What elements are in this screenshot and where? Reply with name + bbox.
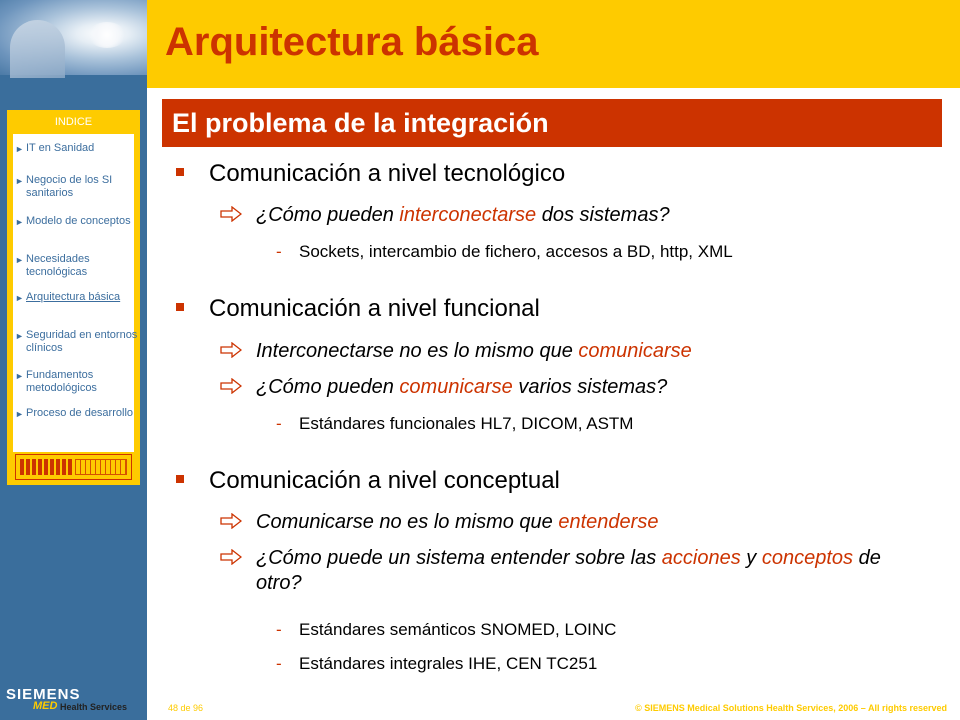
title-bar <box>147 0 960 88</box>
square-bullet-icon <box>176 303 184 311</box>
triangle-right-icon: ► <box>15 217 24 227</box>
index-item-fundamentos[interactable] <box>15 369 146 395</box>
hollow-arrow-icon <box>220 378 242 394</box>
progress-fill <box>20 459 74 475</box>
progress-bar <box>15 454 132 480</box>
hollow-arrow-icon <box>220 513 242 529</box>
index-item-necesidades[interactable] <box>15 253 146 279</box>
bullet-text: Sockets, intercambio de fichero, accesos a BD, http, XML <box>299 242 733 261</box>
index-item-label: Arquitectura básica <box>26 291 121 303</box>
page-number: 48 de 96 <box>168 703 204 713</box>
bullet-text: ¿Cómo puede un sistema entender sobre las acciones y conceptos de otro? <box>256 547 881 594</box>
dash-bullet: - <box>276 654 282 673</box>
bullet-text: ¿Cómo pueden interconectarse dos sistemas? <box>256 204 670 226</box>
dash-bullet: - <box>276 620 282 639</box>
triangle-right-icon: ► <box>15 293 24 303</box>
bullet-text: Comunicación a nivel conceptual <box>209 467 560 494</box>
square-bullet-icon <box>176 168 184 176</box>
index-item-arquitectura[interactable] <box>15 291 146 304</box>
index-list <box>13 134 138 452</box>
page-title: Arquitectura básica <box>165 20 539 64</box>
triangle-right-icon: ► <box>15 176 24 186</box>
triangle-right-icon: ► <box>15 144 24 154</box>
light-orb <box>88 22 126 48</box>
index-item-negocio[interactable] <box>15 174 146 200</box>
index-item-label: Negocio de los SI sanitarios <box>26 174 113 199</box>
triangle-right-icon: ► <box>15 409 24 419</box>
index-item-label: Modelo de conceptos <box>26 215 131 227</box>
section-subtitle: El problema de la integración <box>172 108 549 138</box>
bullet-text: ¿Cómo pueden comunicarse varios sistemas? <box>256 376 668 398</box>
index-panel <box>7 110 140 485</box>
index-item-modelo[interactable] <box>15 215 146 228</box>
index-item-label: Fundamentos metodológicos <box>26 369 97 394</box>
index-item-it-en-sanidad[interactable] <box>15 142 146 155</box>
triangle-right-icon: ► <box>15 371 24 381</box>
health-services-label: Health Services <box>60 702 128 712</box>
bullet-text: Comunicarse no es lo mismo que entenderse <box>256 511 659 533</box>
hollow-arrow-icon <box>220 549 242 565</box>
siemens-logo: SIEMENS <box>6 686 81 703</box>
dash-bullet: - <box>276 414 282 433</box>
copyright: © SIEMENS Medical Solutions Health Services, 2006 – All rights reserved <box>635 703 947 713</box>
hollow-arrow-icon <box>220 342 242 358</box>
bullet-text: Interconectarse no es lo mismo que comunicarse <box>256 340 692 362</box>
bullet-text: Estándares integrales IHE, CEN TC251 <box>299 654 598 673</box>
index-item-proceso[interactable] <box>15 407 146 420</box>
triangle-right-icon: ► <box>15 255 24 265</box>
index-item-label: Necesidades tecnológicas <box>26 253 90 278</box>
bullet-text: Estándares semánticos SNOMED, LOINC <box>299 620 617 639</box>
triangle-right-icon: ► <box>15 331 24 341</box>
subtitle-bar <box>162 99 942 147</box>
bullet-text: Estándares funcionales HL7, DICOM, ASTM <box>299 414 634 433</box>
hollow-arrow-icon <box>220 206 242 222</box>
med-logo: MED <box>33 700 58 712</box>
index-header: INDICE <box>54 116 93 128</box>
square-bullet-icon <box>176 475 184 483</box>
progress-remaining <box>75 459 127 475</box>
bullet-text: Comunicación a nivel tecnológico <box>209 160 566 187</box>
bullet-text: Comunicación a nivel funcional <box>209 295 540 322</box>
index-item-seguridad[interactable] <box>15 329 146 355</box>
sleeve-shape <box>10 20 65 78</box>
index-item-label: IT en Sanidad <box>26 142 95 154</box>
index-item-label: Seguridad en entornos clínicos <box>26 329 138 354</box>
dash-bullet: - <box>276 242 282 261</box>
hands-photo <box>0 0 147 75</box>
index-item-label: Proceso de desarrollo <box>26 407 134 419</box>
